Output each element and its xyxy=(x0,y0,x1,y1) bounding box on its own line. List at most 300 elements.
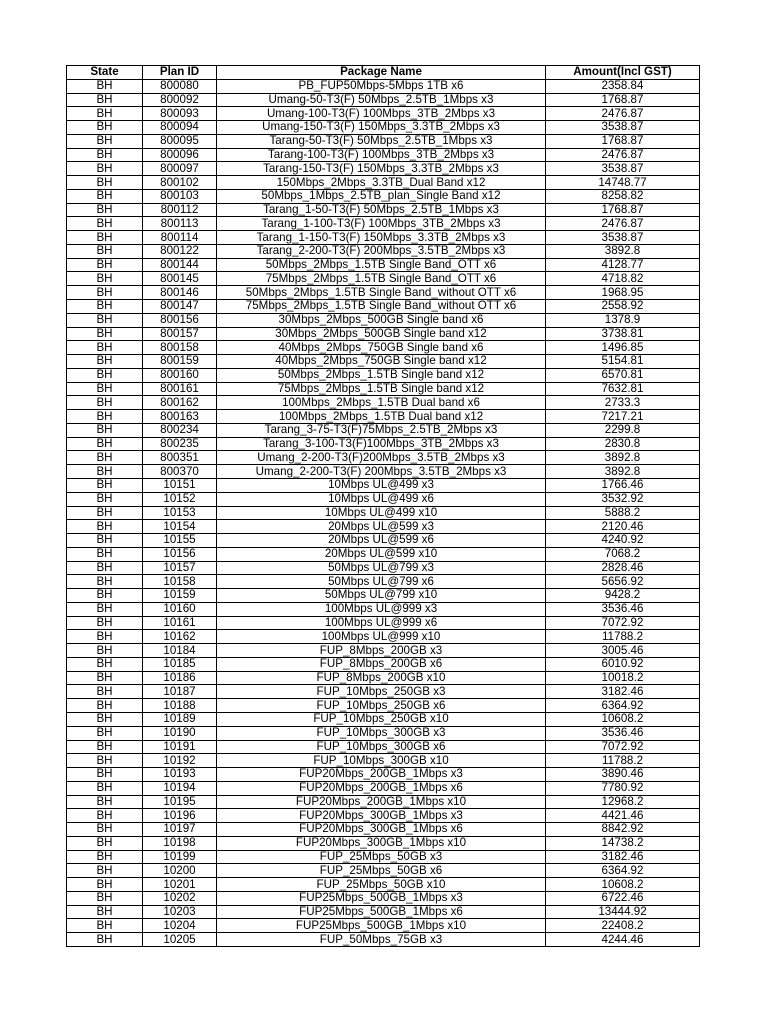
cell-plan-id: 800351 xyxy=(143,451,217,465)
cell-amount: 3536.46 xyxy=(546,602,700,616)
cell-state: BH xyxy=(67,726,143,740)
cell-plan-id: 800146 xyxy=(143,286,217,300)
table-row xyxy=(67,891,700,905)
cell-amount: 7072.92 xyxy=(546,616,700,630)
table-row xyxy=(67,657,700,671)
cell-state: BH xyxy=(67,368,143,382)
cell-package-name: Tarang-150-T3(F) 150Mbps_3.3TB_2Mbps x3 xyxy=(217,162,546,176)
cell-state: BH xyxy=(67,410,143,424)
cell-state: BH xyxy=(67,754,143,768)
cell-state: BH xyxy=(67,616,143,630)
cell-state: BH xyxy=(67,850,143,864)
cell-package-name: FUP_25Mbps_50GB x10 xyxy=(217,878,546,892)
cell-state: BH xyxy=(67,121,143,135)
cell-state: BH xyxy=(67,217,143,231)
table-row xyxy=(67,712,700,726)
cell-state: BH xyxy=(67,685,143,699)
cell-amount: 2476.87 xyxy=(546,107,700,121)
cell-package-name: 10Mbps UL@499 x3 xyxy=(217,478,546,492)
cell-amount: 1768.87 xyxy=(546,134,700,148)
table-row xyxy=(67,410,700,424)
cell-package-name: 20Mbps UL@599 x10 xyxy=(217,547,546,561)
cell-amount: 7632.81 xyxy=(546,382,700,396)
cell-amount: 1768.87 xyxy=(546,93,700,107)
cell-state: BH xyxy=(67,437,143,451)
cell-amount: 6570.81 xyxy=(546,368,700,382)
table-row xyxy=(67,809,700,823)
cell-amount: 4421.46 xyxy=(546,809,700,823)
cell-plan-id: 800157 xyxy=(143,327,217,341)
cell-package-name: Umang-150-T3(F) 150Mbps_3.3TB_2Mbps x3 xyxy=(217,121,546,135)
cell-package-name: 100Mbps_2Mbps_1.5TB Dual band x6 xyxy=(217,396,546,410)
cell-amount: 3536.46 xyxy=(546,726,700,740)
cell-amount: 1766.46 xyxy=(546,478,700,492)
table-row xyxy=(67,162,700,176)
cell-plan-id: 10159 xyxy=(143,589,217,603)
table-row xyxy=(67,437,700,451)
cell-state: BH xyxy=(67,313,143,327)
cell-package-name: FUP_50Mbps_75GB x3 xyxy=(217,933,546,947)
cell-state: BH xyxy=(67,905,143,919)
cell-amount: 14748.77 xyxy=(546,176,700,190)
table-row xyxy=(67,850,700,864)
cell-amount: 1378.9 xyxy=(546,313,700,327)
cell-amount: 4240.92 xyxy=(546,534,700,548)
cell-plan-id: 800102 xyxy=(143,176,217,190)
cell-plan-id: 10195 xyxy=(143,795,217,809)
table-row xyxy=(67,644,700,658)
cell-package-name: 50Mbps UL@799 x3 xyxy=(217,561,546,575)
table-row xyxy=(67,451,700,465)
table-row xyxy=(67,685,700,699)
cell-amount: 6722.46 xyxy=(546,891,700,905)
cell-package-name: FUP_10Mbps_250GB x3 xyxy=(217,685,546,699)
cell-state: BH xyxy=(67,148,143,162)
cell-amount: 2299.8 xyxy=(546,423,700,437)
cell-plan-id: 800113 xyxy=(143,217,217,231)
cell-plan-id: 800122 xyxy=(143,244,217,258)
cell-state: BH xyxy=(67,864,143,878)
cell-amount: 14738.2 xyxy=(546,836,700,850)
cell-state: BH xyxy=(67,300,143,314)
cell-amount: 2558.92 xyxy=(546,300,700,314)
cell-package-name: 20Mbps UL@599 x3 xyxy=(217,520,546,534)
cell-plan-id: 800112 xyxy=(143,203,217,217)
table-row xyxy=(67,107,700,121)
table-row xyxy=(67,864,700,878)
cell-package-name: FUP20Mbps_200GB_1Mbps x10 xyxy=(217,795,546,809)
cell-package-name: 40Mbps_2Mbps_750GB Single band x6 xyxy=(217,341,546,355)
cell-state: BH xyxy=(67,79,143,93)
cell-plan-id: 800235 xyxy=(143,437,217,451)
cell-package-name: 100Mbps_2Mbps_1.5TB Dual band x12 xyxy=(217,410,546,424)
cell-package-name: Umang-100-T3(F) 100Mbps_3TB_2Mbps x3 xyxy=(217,107,546,121)
cell-state: BH xyxy=(67,176,143,190)
cell-package-name: 150Mbps_2Mbps_3.3TB_Dual Band x12 xyxy=(217,176,546,190)
cell-plan-id: 800370 xyxy=(143,465,217,479)
cell-package-name: Tarang_3-75-T3(F)75Mbps_2.5TB_2Mbps x3 xyxy=(217,423,546,437)
cell-plan-id: 10161 xyxy=(143,616,217,630)
cell-amount: 5656.92 xyxy=(546,575,700,589)
cell-state: BH xyxy=(67,933,143,947)
cell-package-name: FUP_10Mbps_250GB x10 xyxy=(217,712,546,726)
cell-package-name: 50Mbps_1Mbps_2.5TB_plan_Single Band x12 xyxy=(217,189,546,203)
cell-plan-id: 10205 xyxy=(143,933,217,947)
cell-package-name: Umang_2-200-T3(F)200Mbps_3.5TB_2Mbps x3 xyxy=(217,451,546,465)
cell-amount: 3182.46 xyxy=(546,685,700,699)
cell-amount: 3738.81 xyxy=(546,327,700,341)
cell-plan-id: 10151 xyxy=(143,478,217,492)
cell-amount: 1768.87 xyxy=(546,203,700,217)
cell-state: BH xyxy=(67,355,143,369)
table-row xyxy=(67,300,700,314)
table-row xyxy=(67,368,700,382)
cell-amount: 3182.46 xyxy=(546,850,700,864)
cell-plan-id: 10197 xyxy=(143,823,217,837)
table-row xyxy=(67,272,700,286)
cell-plan-id: 800080 xyxy=(143,79,217,93)
table-row xyxy=(67,478,700,492)
cell-package-name: FUP_8Mbps_200GB x6 xyxy=(217,657,546,671)
cell-state: BH xyxy=(67,891,143,905)
cell-state: BH xyxy=(67,272,143,286)
cell-state: BH xyxy=(67,589,143,603)
cell-plan-id: 800095 xyxy=(143,134,217,148)
cell-state: BH xyxy=(67,134,143,148)
cell-plan-id: 800156 xyxy=(143,313,217,327)
header-package-name: Package Name xyxy=(217,66,546,80)
cell-package-name: FUP_8Mbps_200GB x10 xyxy=(217,671,546,685)
table-row xyxy=(67,547,700,561)
table-row xyxy=(67,905,700,919)
cell-amount: 10608.2 xyxy=(546,878,700,892)
cell-package-name: 50Mbps_2Mbps_1.5TB Single Band_OTT x6 xyxy=(217,258,546,272)
cell-package-name: 20Mbps UL@599 x6 xyxy=(217,534,546,548)
table-row xyxy=(67,919,700,933)
plan-table xyxy=(66,65,700,947)
cell-state: BH xyxy=(67,492,143,506)
table-row xyxy=(67,121,700,135)
cell-plan-id: 10202 xyxy=(143,891,217,905)
cell-state: BH xyxy=(67,534,143,548)
cell-package-name: 50Mbps UL@799 x10 xyxy=(217,589,546,603)
table-row xyxy=(67,561,700,575)
cell-state: BH xyxy=(67,93,143,107)
cell-amount: 2120.46 xyxy=(546,520,700,534)
table-row xyxy=(67,423,700,437)
table-row xyxy=(67,258,700,272)
table-row xyxy=(67,878,700,892)
cell-amount: 4718.82 xyxy=(546,272,700,286)
cell-state: BH xyxy=(67,602,143,616)
cell-amount: 12968.2 xyxy=(546,795,700,809)
cell-package-name: FUP_10Mbps_300GB x6 xyxy=(217,740,546,754)
cell-amount: 7780.92 xyxy=(546,781,700,795)
cell-state: BH xyxy=(67,382,143,396)
cell-package-name: FUP25Mbps_500GB_1Mbps x10 xyxy=(217,919,546,933)
cell-package-name: 100Mbps UL@999 x3 xyxy=(217,602,546,616)
table-row xyxy=(67,740,700,754)
cell-package-name: FUP_10Mbps_300GB x10 xyxy=(217,754,546,768)
cell-plan-id: 10192 xyxy=(143,754,217,768)
cell-package-name: 75Mbps_2Mbps_1.5TB Single Band_without OTT x6 xyxy=(217,300,546,314)
cell-state: BH xyxy=(67,919,143,933)
cell-state: BH xyxy=(67,258,143,272)
table-row xyxy=(67,231,700,245)
cell-state: BH xyxy=(67,231,143,245)
table-row xyxy=(67,327,700,341)
cell-amount: 6364.92 xyxy=(546,699,700,713)
cell-state: BH xyxy=(67,795,143,809)
table-row xyxy=(67,217,700,231)
table-row xyxy=(67,754,700,768)
cell-state: BH xyxy=(67,107,143,121)
header-state: State xyxy=(67,66,143,80)
cell-plan-id: 10156 xyxy=(143,547,217,561)
table-row xyxy=(67,189,700,203)
cell-amount: 4128.77 xyxy=(546,258,700,272)
table-row xyxy=(67,630,700,644)
cell-plan-id: 10193 xyxy=(143,768,217,782)
cell-state: BH xyxy=(67,327,143,341)
table-row xyxy=(67,492,700,506)
cell-package-name: Tarang_1-50-T3(F) 50Mbps_2.5TB_1Mbps x3 xyxy=(217,203,546,217)
cell-plan-id: 800234 xyxy=(143,423,217,437)
cell-amount: 7217.21 xyxy=(546,410,700,424)
cell-package-name: FUP_25Mbps_50GB x3 xyxy=(217,850,546,864)
cell-plan-id: 800092 xyxy=(143,93,217,107)
cell-amount: 3538.87 xyxy=(546,231,700,245)
cell-package-name: FUP_8Mbps_200GB x3 xyxy=(217,644,546,658)
cell-plan-id: 10184 xyxy=(143,644,217,658)
table-row xyxy=(67,534,700,548)
table-row xyxy=(67,823,700,837)
table-row xyxy=(67,726,700,740)
table-row xyxy=(67,313,700,327)
cell-package-name: 40Mbps_2Mbps_750GB Single band x12 xyxy=(217,355,546,369)
cell-plan-id: 800147 xyxy=(143,300,217,314)
cell-plan-id: 10155 xyxy=(143,534,217,548)
cell-plan-id: 10186 xyxy=(143,671,217,685)
cell-plan-id: 10158 xyxy=(143,575,217,589)
cell-amount: 8842.92 xyxy=(546,823,700,837)
cell-package-name: FUP20Mbps_200GB_1Mbps x6 xyxy=(217,781,546,795)
cell-package-name: 75Mbps_2Mbps_1.5TB Single Band_OTT x6 xyxy=(217,272,546,286)
table-row xyxy=(67,836,700,850)
table-row xyxy=(67,795,700,809)
cell-amount: 3005.46 xyxy=(546,644,700,658)
cell-plan-id: 800161 xyxy=(143,382,217,396)
cell-amount: 11788.2 xyxy=(546,754,700,768)
cell-plan-id: 800103 xyxy=(143,189,217,203)
cell-package-name: Tarang-100-T3(F) 100Mbps_3TB_2Mbps x3 xyxy=(217,148,546,162)
cell-state: BH xyxy=(67,465,143,479)
table-row xyxy=(67,589,700,603)
cell-package-name: PB_FUP50Mbps-5Mbps 1TB x6 xyxy=(217,79,546,93)
cell-state: BH xyxy=(67,451,143,465)
cell-amount: 4244.46 xyxy=(546,933,700,947)
table-row xyxy=(67,244,700,258)
cell-amount: 2476.87 xyxy=(546,217,700,231)
cell-package-name: FUP_10Mbps_250GB x6 xyxy=(217,699,546,713)
cell-amount: 8258.82 xyxy=(546,189,700,203)
cell-amount: 10608.2 xyxy=(546,712,700,726)
cell-amount: 5888.2 xyxy=(546,506,700,520)
cell-state: BH xyxy=(67,478,143,492)
cell-state: BH xyxy=(67,768,143,782)
cell-plan-id: 800162 xyxy=(143,396,217,410)
cell-plan-id: 800160 xyxy=(143,368,217,382)
table-row xyxy=(67,176,700,190)
cell-state: BH xyxy=(67,244,143,258)
cell-plan-id: 800094 xyxy=(143,121,217,135)
cell-plan-id: 800158 xyxy=(143,341,217,355)
cell-plan-id: 800114 xyxy=(143,231,217,245)
cell-state: BH xyxy=(67,547,143,561)
cell-amount: 10018.2 xyxy=(546,671,700,685)
cell-package-name: Tarang_3-100-T3(F)100Mbps_3TB_2Mbps x3 xyxy=(217,437,546,451)
cell-amount: 11788.2 xyxy=(546,630,700,644)
cell-state: BH xyxy=(67,575,143,589)
cell-state: BH xyxy=(67,189,143,203)
table-row xyxy=(67,382,700,396)
cell-amount: 5154.81 xyxy=(546,355,700,369)
cell-amount: 1496.85 xyxy=(546,341,700,355)
cell-amount: 6364.92 xyxy=(546,864,700,878)
cell-plan-id: 10160 xyxy=(143,602,217,616)
cell-plan-id: 10194 xyxy=(143,781,217,795)
cell-package-name: Tarang_1-100-T3(F) 100Mbps_3TB_2Mbps x3 xyxy=(217,217,546,231)
cell-state: BH xyxy=(67,396,143,410)
table-row xyxy=(67,520,700,534)
cell-state: BH xyxy=(67,823,143,837)
cell-amount: 7072.92 xyxy=(546,740,700,754)
cell-plan-id: 800163 xyxy=(143,410,217,424)
cell-amount: 22408.2 xyxy=(546,919,700,933)
table-row xyxy=(67,465,700,479)
cell-plan-id: 800145 xyxy=(143,272,217,286)
table-row xyxy=(67,933,700,947)
cell-amount: 3890.46 xyxy=(546,768,700,782)
cell-plan-id: 10154 xyxy=(143,520,217,534)
header-amount: Amount(Incl GST) xyxy=(546,66,700,80)
cell-package-name: Tarang-50-T3(F) 50Mbps_2.5TB_1Mbps x3 xyxy=(217,134,546,148)
cell-amount: 1968.95 xyxy=(546,286,700,300)
cell-state: BH xyxy=(67,671,143,685)
cell-state: BH xyxy=(67,657,143,671)
cell-package-name: 30Mbps_2Mbps_500GB Single band x6 xyxy=(217,313,546,327)
cell-state: BH xyxy=(67,520,143,534)
cell-plan-id: 10199 xyxy=(143,850,217,864)
cell-amount: 3892.8 xyxy=(546,465,700,479)
cell-state: BH xyxy=(67,781,143,795)
cell-state: BH xyxy=(67,286,143,300)
cell-package-name: FUP20Mbps_300GB_1Mbps x3 xyxy=(217,809,546,823)
cell-plan-id: 10153 xyxy=(143,506,217,520)
cell-amount: 2476.87 xyxy=(546,148,700,162)
cell-amount: 2358.84 xyxy=(546,79,700,93)
cell-package-name: FUP_25Mbps_50GB x6 xyxy=(217,864,546,878)
cell-package-name: 50Mbps_2Mbps_1.5TB Single Band_without OTT x6 xyxy=(217,286,546,300)
cell-package-name: 75Mbps_2Mbps_1.5TB Single band x12 xyxy=(217,382,546,396)
cell-plan-id: 800097 xyxy=(143,162,217,176)
cell-state: BH xyxy=(67,878,143,892)
cell-plan-id: 10203 xyxy=(143,905,217,919)
cell-plan-id: 10187 xyxy=(143,685,217,699)
cell-package-name: 100Mbps UL@999 x6 xyxy=(217,616,546,630)
cell-state: BH xyxy=(67,699,143,713)
cell-amount: 7068.2 xyxy=(546,547,700,561)
cell-state: BH xyxy=(67,630,143,644)
cell-state: BH xyxy=(67,203,143,217)
cell-amount: 2830.8 xyxy=(546,437,700,451)
cell-plan-id: 10198 xyxy=(143,836,217,850)
table-row xyxy=(67,355,700,369)
cell-amount: 2828.46 xyxy=(546,561,700,575)
cell-plan-id: 10188 xyxy=(143,699,217,713)
header-plan-id: Plan ID xyxy=(143,66,217,80)
cell-package-name: Umang_2-200-T3(F) 200Mbps_3.5TB_2Mbps x3 xyxy=(217,465,546,479)
cell-amount: 2733.3 xyxy=(546,396,700,410)
cell-plan-id: 10190 xyxy=(143,726,217,740)
cell-plan-id: 800096 xyxy=(143,148,217,162)
cell-amount: 3892.8 xyxy=(546,244,700,258)
cell-plan-id: 10196 xyxy=(143,809,217,823)
cell-plan-id: 800159 xyxy=(143,355,217,369)
cell-state: BH xyxy=(67,644,143,658)
cell-amount: 3532.92 xyxy=(546,492,700,506)
cell-package-name: FUP25Mbps_500GB_1Mbps x6 xyxy=(217,905,546,919)
cell-amount: 9428.2 xyxy=(546,589,700,603)
cell-package-name: FUP20Mbps_300GB_1Mbps x6 xyxy=(217,823,546,837)
table-row xyxy=(67,79,700,93)
cell-amount: 13444.92 xyxy=(546,905,700,919)
cell-amount: 3538.87 xyxy=(546,121,700,135)
cell-state: BH xyxy=(67,162,143,176)
table-row xyxy=(67,148,700,162)
table-row xyxy=(67,602,700,616)
table-row xyxy=(67,286,700,300)
cell-plan-id: 10191 xyxy=(143,740,217,754)
cell-plan-id: 800144 xyxy=(143,258,217,272)
cell-state: BH xyxy=(67,809,143,823)
table-row xyxy=(67,699,700,713)
table-row xyxy=(67,134,700,148)
cell-package-name: 50Mbps UL@799 x6 xyxy=(217,575,546,589)
cell-package-name: 10Mbps UL@499 x10 xyxy=(217,506,546,520)
cell-package-name: Umang-50-T3(F) 50Mbps_2.5TB_1Mbps x3 xyxy=(217,93,546,107)
cell-package-name: 50Mbps_2Mbps_1.5TB Single band x12 xyxy=(217,368,546,382)
table-row xyxy=(67,93,700,107)
cell-state: BH xyxy=(67,712,143,726)
cell-package-name: Tarang_1-150-T3(F) 150Mbps_3.3TB_2Mbps x3 xyxy=(217,231,546,245)
cell-plan-id: 10162 xyxy=(143,630,217,644)
table-row xyxy=(67,341,700,355)
cell-plan-id: 10200 xyxy=(143,864,217,878)
cell-plan-id: 10204 xyxy=(143,919,217,933)
table-row xyxy=(67,506,700,520)
cell-amount: 3538.87 xyxy=(546,162,700,176)
cell-package-name: 10Mbps UL@499 x6 xyxy=(217,492,546,506)
cell-state: BH xyxy=(67,740,143,754)
table-row xyxy=(67,575,700,589)
cell-plan-id: 10157 xyxy=(143,561,217,575)
cell-amount: 6010.92 xyxy=(546,657,700,671)
header-row xyxy=(67,66,700,80)
cell-package-name: 100Mbps UL@999 x10 xyxy=(217,630,546,644)
cell-package-name: FUP_10Mbps_300GB x3 xyxy=(217,726,546,740)
table-row xyxy=(67,203,700,217)
